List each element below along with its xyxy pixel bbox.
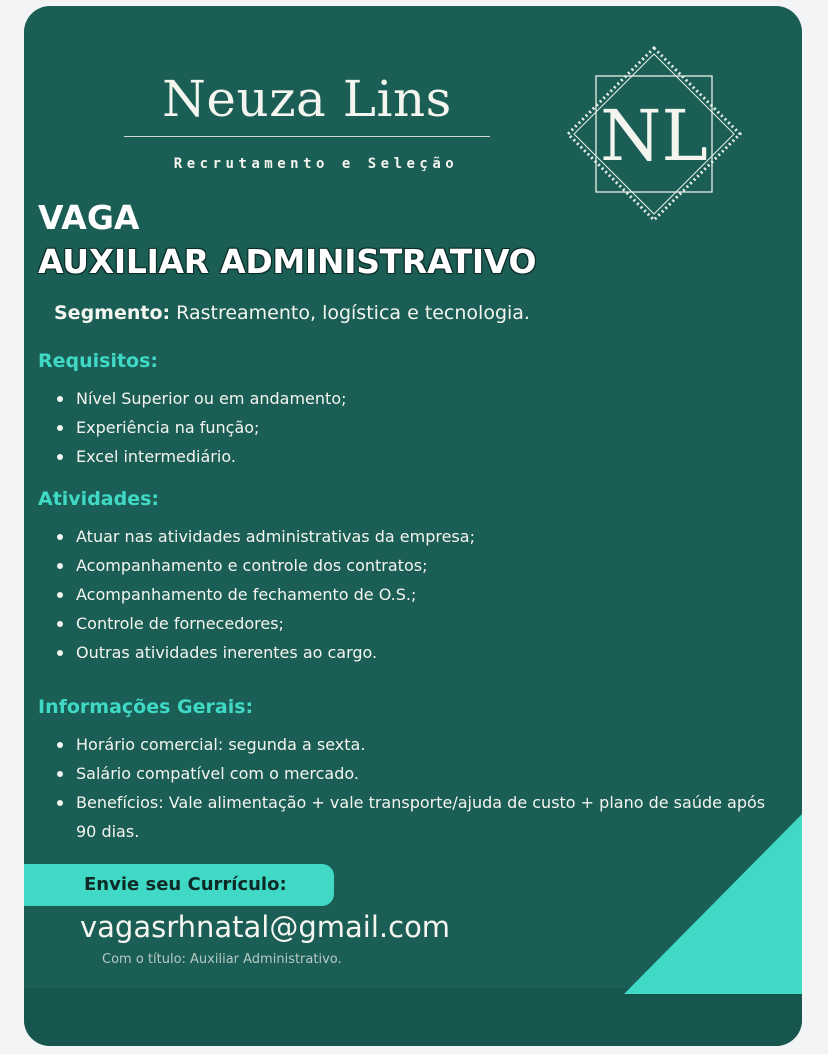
general-info-list [54, 730, 766, 846]
bottom-band [24, 988, 802, 1046]
segment-value: Rastreamento, logística e tecnologia. [176, 302, 530, 324]
vacancy-label: VAGA [38, 198, 140, 237]
list-item: Nível Superior ou em andamento; [54, 384, 347, 413]
job-poster [24, 6, 802, 1046]
list-item: Horário comercial: segunda a sexta. [54, 730, 766, 759]
monogram-text: NL [600, 95, 708, 177]
contact-email[interactable]: vagasrhnatal@gmail.com [80, 910, 451, 944]
send-resume-label: Envie seu Currículo: [84, 874, 287, 895]
list-item: Salário compatível com o mercado. [54, 759, 766, 788]
brand-tagline: Recrutamento e Seleção [173, 156, 459, 172]
brand-divider [124, 136, 490, 137]
list-item: Atuar nas atividades administrativas da empresa; [54, 522, 475, 551]
list-item: Excel intermediário. [54, 442, 347, 471]
requirements-heading: Requisitos: [38, 350, 159, 372]
activities-list [54, 522, 475, 667]
list-item: Outras atividades inerentes ao cargo. [54, 638, 475, 667]
list-item: Benefícios: Vale alimentação + vale transporte/ajuda de custo + plano de saúde após 90 dias. [54, 788, 766, 846]
activities-heading: Atividades: [38, 488, 160, 510]
segment-label: Segmento: [54, 302, 171, 324]
list-item: Experiência na função; [54, 413, 347, 442]
brand-name: Neuza Lins [162, 70, 452, 128]
segment-line [54, 302, 530, 324]
email-subject-note: Com o título: Auxiliar Administrativo. [102, 952, 342, 967]
list-item: Controle de fornecedores; [54, 609, 475, 638]
nl-monogram-logo [564, 44, 744, 224]
general-info-heading: Informações Gerais: [38, 696, 254, 718]
job-title: AUXILIAR ADMINISTRATIVO [38, 242, 537, 281]
list-item: Acompanhamento e controle dos contratos; [54, 551, 475, 580]
list-item: Acompanhamento de fechamento de O.S.; [54, 580, 475, 609]
requirements-list [54, 384, 347, 471]
send-resume-banner [24, 864, 334, 906]
